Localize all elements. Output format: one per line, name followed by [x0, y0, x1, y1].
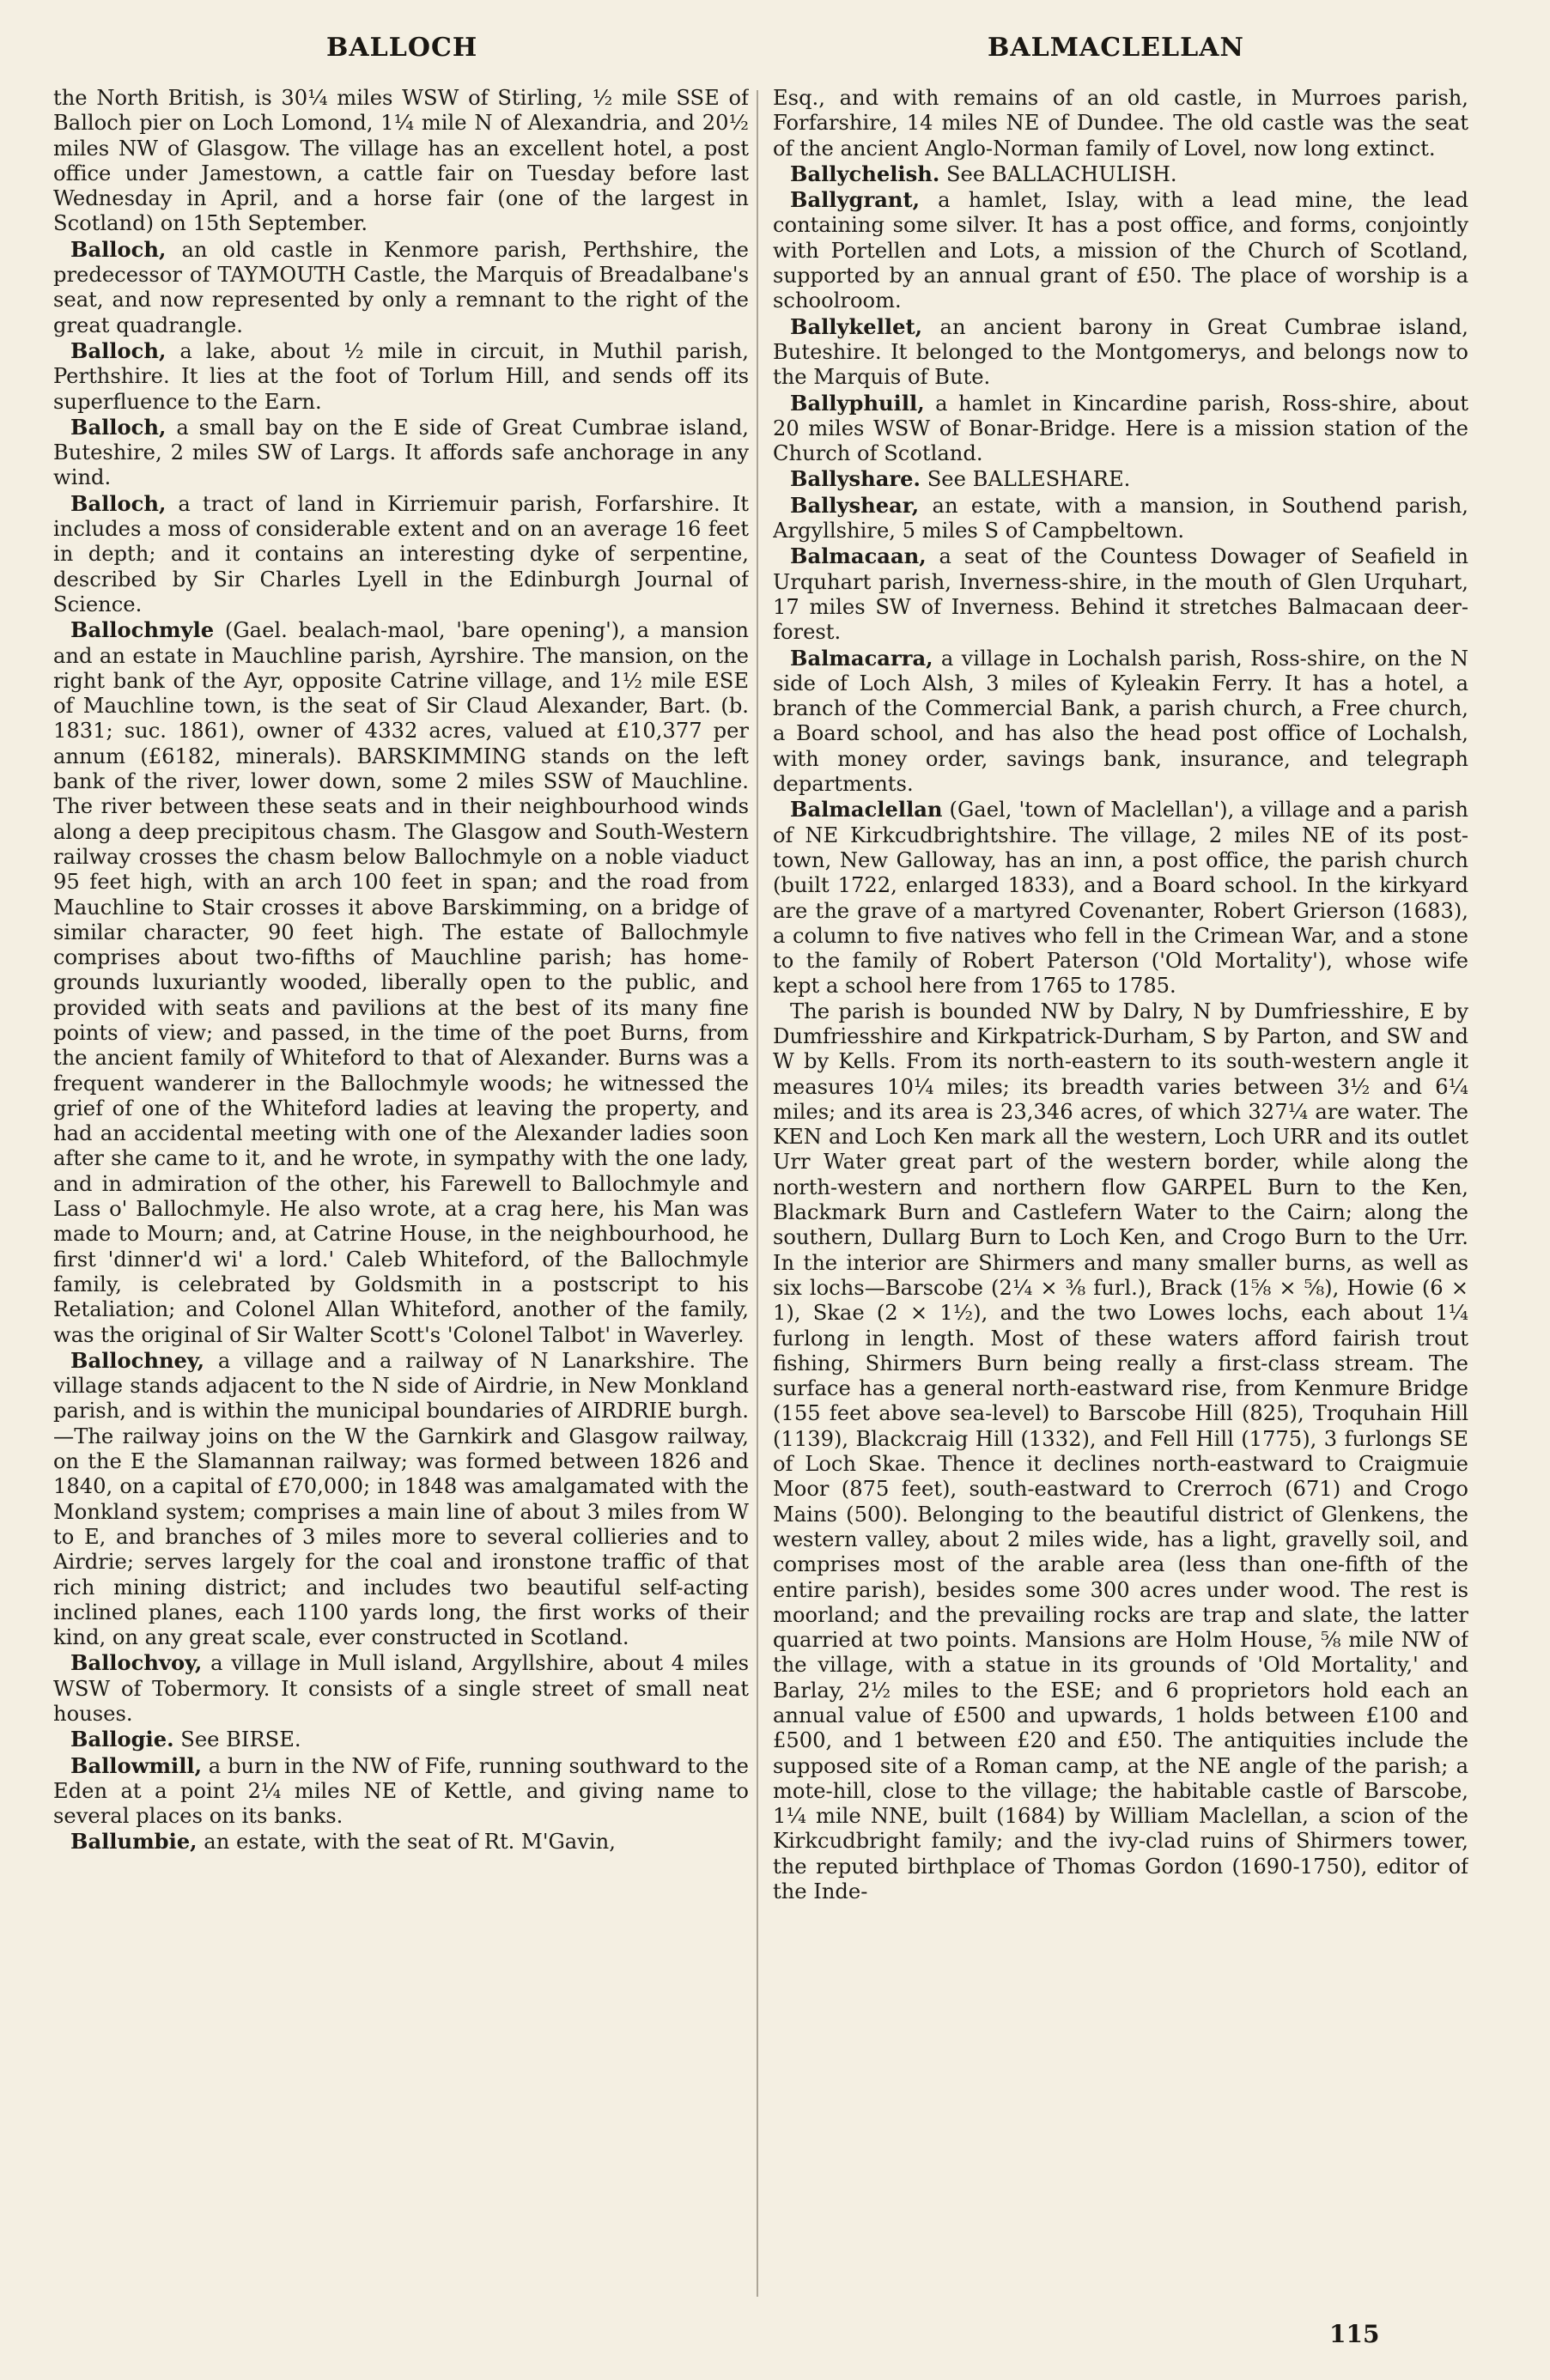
entry-text: a small bay on the E side of Great Cumbrae island, Buteshire, 2 miles SW of Largs. It affords safe anchorage in any wind. — [53, 415, 749, 490]
gazetteer-entry — [773, 391, 1468, 467]
entry-headword: Ballumbie, — [70, 1829, 198, 1855]
entry-headword: Ballyshear, — [790, 492, 920, 518]
entry-headword: Balmaclellan — [790, 797, 943, 823]
gazetteer-entry — [773, 797, 1468, 999]
entry-text: an old castle in Kenmore parish, Perthshire, the predecessor of TAYMOUTH Castle, the Marquis of Breadalbane's seat, and now represented by only a remnant to the right of the great quadrangle. — [53, 237, 749, 337]
gazetteer-entry — [773, 466, 1468, 492]
entry-text: a hamlet in Kincardine parish, Ross-shire, about 20 miles WSW of Bonar-Bridge. Here is a mission station of the Church of Scotland. — [773, 391, 1468, 466]
entry-headword: Ballykellet, — [790, 313, 923, 339]
running-head-left: BALLOCH — [326, 33, 478, 63]
entry-text: See BIRSE. — [180, 1727, 301, 1752]
entry-headword: Balmacarra, — [790, 645, 933, 671]
entry-headword: Ballowmill, — [70, 1752, 203, 1778]
gazetteer-entry — [773, 86, 1468, 161]
gazetteer-entry — [53, 237, 749, 338]
entry-text: an ancient barony in Great Cumbrae island, Buteshire. It belonged to the Montgomerys, and belongs now to the Marquis of Bute. — [773, 314, 1468, 390]
entry-headword: Ballochney, — [70, 1347, 205, 1373]
entry-text: See BALLESHARE. — [927, 467, 1131, 492]
entry-text: a hamlet, Islay, with a lead mine, the lead containing some silver. It has a post office, and forms, conjointly with Portellen and Lots, a mission of the Church of Scotland, supported by an annual grant of £50. The place of worship is a schoolroom. — [773, 188, 1468, 313]
column-rule — [757, 90, 758, 2297]
entry-headword: Ballogie. — [70, 1727, 174, 1752]
gazetteer-entry — [773, 187, 1468, 313]
entry-text: a village and a railway of N Lanarkshire. The village stands adjacent to the N side of Airdrie, in New Monkland parish, and is within the municipal boundaries of AIRDRIE burgh.—The railway joins on the W the Garnkirk and Glasgow railway, on the E the Slamannan railway; was formed between 1826 and 1840, on a capital of £70,000; in 1848 was amalgamated with the Monkland system; comprises a main line of about 3 miles from W to E, and branches of 3 miles more to several collieries and to Airdrie; serves largely for the coal and ironstone traffic of that rich mining district; and includes two beautiful self-acting inclined planes, each 1100 yards long, the first works of their kind, on any great scale, ever constructed in Scotland. — [53, 1348, 749, 1650]
entry-text: a tract of land in Kirriemuir parish, Forfarshire. It includes a moss of considerable extent and on an average 16 feet in depth; and it contains an interesting dyke of serpentine, described by Sir Charles Lyell in the Edinburgh Journal of Science. — [53, 491, 749, 616]
entry-text: a burn in the NW of Fife, running southward to the Eden at a point 2¼ miles NE of Kettle, and giving name to several places on its banks. — [53, 1753, 749, 1829]
gazetteer-entry — [773, 314, 1468, 391]
entry-headword: Ballyshare. — [790, 466, 921, 492]
gazetteer-entry — [773, 161, 1468, 187]
entry-headword: Balloch, — [70, 490, 167, 516]
entry-text: Esq., and with remains of an old castle, in Murroes parish, Forfarshire, 14 miles NE of Dundee. The old castle was the seat of the ancient Anglo-Norman family of Lovel, now long extinct. — [773, 86, 1468, 161]
gazetteer-entry — [53, 1829, 749, 1855]
entry-headword: Ballochmyle — [70, 617, 215, 643]
entry-text: an estate, with the seat of Rt. M'Gavin, — [204, 1830, 616, 1855]
entry-headword: Balloch, — [70, 236, 167, 262]
right-column — [773, 86, 1468, 2301]
entry-headword: Balloch, — [70, 414, 167, 440]
gazetteer-entry — [773, 999, 1468, 1905]
entry-text: The parish is bounded NW by Dalry, N by Dumfriesshire, E by Dumfriesshire and Kirkpatrick-Durham, S by Parton, and SW and W by Kells. From its north-eastern to its south-western angle it measures 10¼ miles; its breadth varies between 3½ and 6¼ miles; and its area is 23,346 acres, of which 327¼ are water. The KEN and Loch Ken mark all the western, Loch URR and its outlet Urr Water great part of the western border, while along the north-western and northern flow GARPEL Burn to the Ken, Blackmark Burn and Castlefern Water to the Cairn; along the southern, Dullarg Burn to Loch Ken, and Crogo Burn to the Urr. In the interior are Shirmers and many smaller burns, as well as six lochs—Barscobe (2¼ × ⅜ furl.), Brack (1⅝ × ⅝), Howie (6 × 1), Skae (2 × 1½), and the two Lowes lochs, each about 1¼ furlong in length. Most of these waters afford fairish trout fishing, Shirmers Burn being really a first-class stream. The surface has a general north-eastward rise, from Kenmure Bridge (155 feet above sea-level) to Barscobe Hill (825), Troquhain Hill (1139), Blackcraig Hill (1332), and Fell Hill (1775), 3 furlongs SE of Loch Skae. Thence it declines north-eastward to Craigmuie Moor (875 feet), south-eastward to Crerroch (671) and Crogo Mains (500). Belonging to the beautiful district of Glenkens, the western valley, about 2 miles wide, has a light, gravelly soil, and comprises most of the arable area (less than one-fifth of the entire parish), besides some 300 acres under wood. The rest is moorland; and the prevailing rocks are trap and slate, the latter quarried at two points. Mansions are Holm House, ⅝ mile NW of the village, with a statue in its grounds of 'Old Mortality,' and Barlay, 2½ miles to the ESE; and 6 proprietors hold each an annual value of £500 and upwards, 1 holds between £100 and £500, and 1 between £20 and £50. The antiquities include the supposed site of a Roman camp, at the NE angle of the parish; a mote-hill, close to the village; the habitable castle of Barscobe, 1¼ mile NNE, built (1684) by William Maclellan, a scion of the Kirkcudbright family; and the ivy-clad ruins of Shirmers tower, the reputed birthplace of Thomas Gordon (1690-1750), editor of the Inde- — [773, 999, 1468, 1904]
gazetteer-entry — [53, 1753, 749, 1830]
gazetteer-entry — [53, 491, 749, 617]
page-number: 115 — [1329, 2320, 1380, 2348]
entry-headword: Ballyphuill, — [790, 390, 925, 416]
entry-headword: Ballygrant, — [790, 187, 921, 213]
entry-text: (Gael, 'town of Maclellan'), a village and a parish of NE Kirkcudbrightshire. The village, 2 miles NE of its post-town, New Galloway, has an inn, a post office, the parish church (built 1722, enlarged 1833), and a Board school. In the kirkyard are the grave of a martyred Covenanter, Robert Grierson (1683), a column to five natives who fell in the Crimean War, and a stone to the family of Robert Paterson ('Old Mortality'), whose wife kept a school here from 1765 to 1785. — [773, 798, 1468, 999]
gazetteer-entry — [773, 646, 1468, 798]
entry-text: an estate, with a mansion, in Southend parish, Argyllshire, 5 miles S of Campbeltown. — [773, 493, 1468, 543]
entry-text: See BALLACHULISH. — [945, 161, 1177, 186]
gazetteer-entry — [53, 1348, 749, 1651]
entry-headword: Balloch, — [70, 337, 167, 363]
entry-headword: Ballochvoy, — [70, 1650, 203, 1676]
entry-text: (Gael. bealach-maol, 'bare opening'), a mansion and an estate in Mauchline parish, Ayrshire. The mansion, on the right bank of the Ayr, opposite Catrine village, and 1½ mile ESE of Mauchline town, is the seat of Sir Claud Alexander, Bart. (b. 1831; suc. 1861), owner of 4332 acres, valued at £10,377 per annum (£6182, minerals). BARSKIMMING stands on the left bank of the river, lower down, some 2 miles SSW of Mauchline. The river between these seats and in their neighbourhood winds along a deep precipitous chasm. The Glasgow and South-Western railway crosses the chasm below Ballochmyle on a noble viaduct 95 feet high, with an arch 100 feet in span; and the road from Mauchline to Stair crosses it above Barskimming, on a bridge of similar character, 90 feet high. The estate of Ballochmyle comprises about two-fifths of Mauchline parish; has home-grounds luxuriantly wooded, liberally open to the public, and provided with seats and pavilions at the best of its many fine points of view; and passed, in the time of the poet Burns, from the ancient family of Whiteford to that of Alexander. Burns was a frequent wanderer in the Ballochmyle woods; he witnessed the grief of one of the Whiteford ladies at leaving the property, and had an accidental meeting with one of the Alexander ladies soon after she came to it, and he wrote, in sympathy with the one lady, and in admiration of the other, his Farewell to Ballochmyle and Lass o' Ballochmyle. He also wrote, at a crag here, his Man was made to Mourn; and, at Catrine House, in the neighbourhood, he first 'dinner'd wi' a lord.' Caleb Whiteford, of the Ballochmyle family, is celebrated by Goldsmith in a postscript to his Retaliation; and Colonel Allan Whiteford, another of the family, was the original of Sir Walter Scott's 'Colonel Talbot' in Waverley. — [53, 618, 749, 1347]
entry-text: a village in Mull island, Argyllshire, about 4 miles WSW of Tobermory. It consists of a single street of small neat houses. — [53, 1651, 749, 1726]
entry-headword: Ballychelish. — [790, 161, 940, 186]
gazetteer-entry — [773, 543, 1468, 645]
entry-text: a lake, about ½ mile in circuit, in Muthil parish, Perthshire. It lies at the foot of Torlum Hill, and sends off its superfluence to the Earn. — [53, 338, 749, 414]
gazetteer-entry — [773, 493, 1468, 544]
entry-text: the North British, is 30¼ miles WSW of Stirling, ½ mile SSE of Balloch pier on Loch Lomond, 1¼ mile N of Alexandria, and 20½ miles NW of Glasgow. The village has an excellent hotel, a post office under Jamestown, a cattle fair on Tuesday before last Wednesday in April, and a horse fair (one of the largest in Scotland) on 15th September. — [53, 86, 749, 236]
left-column — [53, 86, 749, 2301]
entry-text: a seat of the Countess Dowager of Seafield in Urquhart parish, Inverness-shire, in the mouth of Glen Urquhart, 17 miles SW of Inverness. Behind it stretches Balmacaan deer-forest. — [773, 544, 1468, 645]
gazetteer-entry — [53, 415, 749, 491]
gazetteer-entry — [53, 86, 749, 237]
gazetteer-entry — [53, 338, 749, 415]
gazetteer-entry — [53, 1727, 749, 1752]
running-head-right: BALMACLELLAN — [988, 33, 1244, 63]
gazetteer-entry — [53, 617, 749, 1348]
gazetteer-entry — [53, 1650, 749, 1727]
entry-text: a village in Lochalsh parish, Ross-shire, on the N side of Loch Alsh, 3 miles of Kyleakin Ferry. It has a hotel, a branch of the Commercial Bank, a parish church, a Free church, a Board school, and has also the head post office of Lochalsh, with money order, savings bank, insurance, and telegraph departments. — [773, 646, 1468, 797]
entry-headword: Balmacaan, — [790, 543, 927, 569]
